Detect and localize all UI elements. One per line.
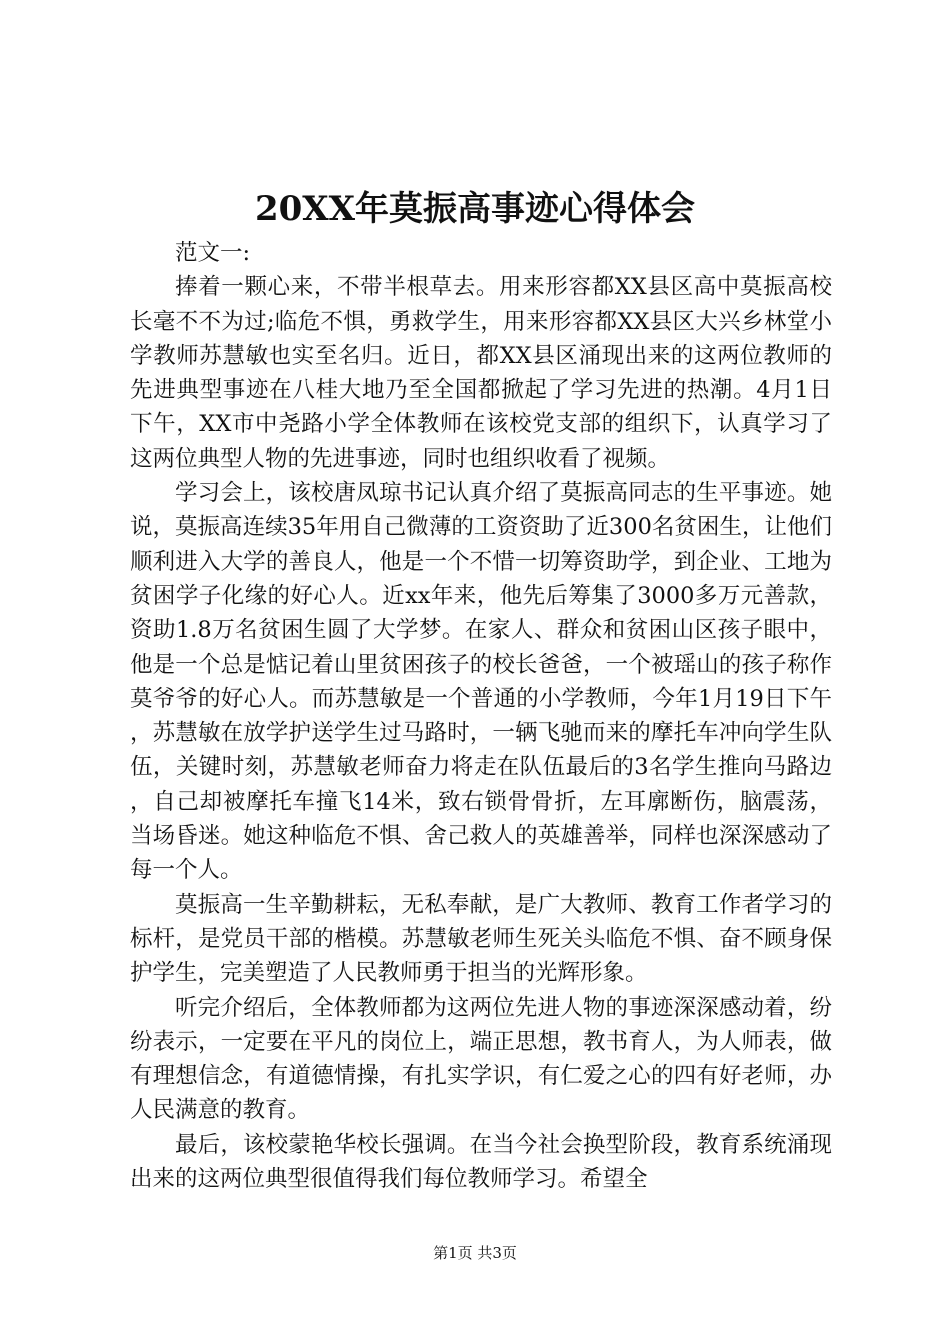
page-number-footer: 第1页 共3页 [433,1244,517,1262]
paragraph: 听完介绍后，全体教师都为这两位先进人物的事迹深深感动着，纷纷表示，一定要在平凡的岗位上，端正思想，教书育人，为人师表，做有理想信念，有道德情操，有扎实学识，有仁爱之心的四有好老师，办人民满意的教育。 [130,994,832,1124]
paragraph: 学习会上，该校唐凤琼书记认真介绍了莫振高同志的生平事迹。她说，莫振高连续35年用自己微薄的工资资助了近300名贫困生，让他们顺利进入大学的善良人，他是一个不惜一切筹资助学，到企业、工地为贫困学子化缘的好心人。近xx年来，他先后筹集了3000多万元善款，资助1.8万名贫困生圆了大学梦。在家人、群众和贫困山区孩子眼中，他是一个总是惦记着山里贫困孩子的校长爸爸，一个被瑶山的孩子称作莫爷爷的好心人。而苏慧敏是一个普通的小学教师，今年1月19日下午，苏慧敏在放学护送学生过马路时，一辆飞驰而来的摩托车冲向学生队伍，关键时刻，苏慧敏老师奋力将走在队伍最后的3名学生推向马路边，自己却被摩托车撞飞14米，致右锁骨骨折，左耳廓断伤，脑震荡，当场昏迷。她这种临危不惧、舍己救人的英雄善举，同样也深深感动了每一个人。 [130,480,832,884]
document-body [130,236,832,1196]
paragraph: 莫振高一生辛勤耕耘，无私奉献，是广大教师、教育工作者学习的标杆，是党员干部的楷模。苏慧敏老师生死关头临危不惧、奋不顾身保护学生，完美塑造了人民教师勇于担当的光辉形象。 [130,891,832,987]
paragraph: 最后，该校蒙艳华校长强调。在当今社会换型阶段，教育系统涌现出来的这两位典型很值得我们每位教师学习。希望全 [130,1131,832,1193]
paragraph-label: 范文一: [175,240,251,266]
paragraph: 捧着一颗心来，不带半根草去。用来形容都XX县区高中莫振高校长毫不不为过;临危不惧，勇救学生，用来形容都XX县区大兴乡林堂小学教师苏慧敏也实至名归。近日，都XX县区涌现出来的这两位教师的先进典型事迹在八桂大地乃至全国都掀起了学习先进的热潮。4月1日下午，XX市中尧路小学全体教师在该校党支部的组织下，认真学习了这两位典型人物的先进事迹，同时也组织收看了视频。 [130,274,832,472]
document-title: 20XX年莫振高事迹心得体会 [254,189,696,229]
